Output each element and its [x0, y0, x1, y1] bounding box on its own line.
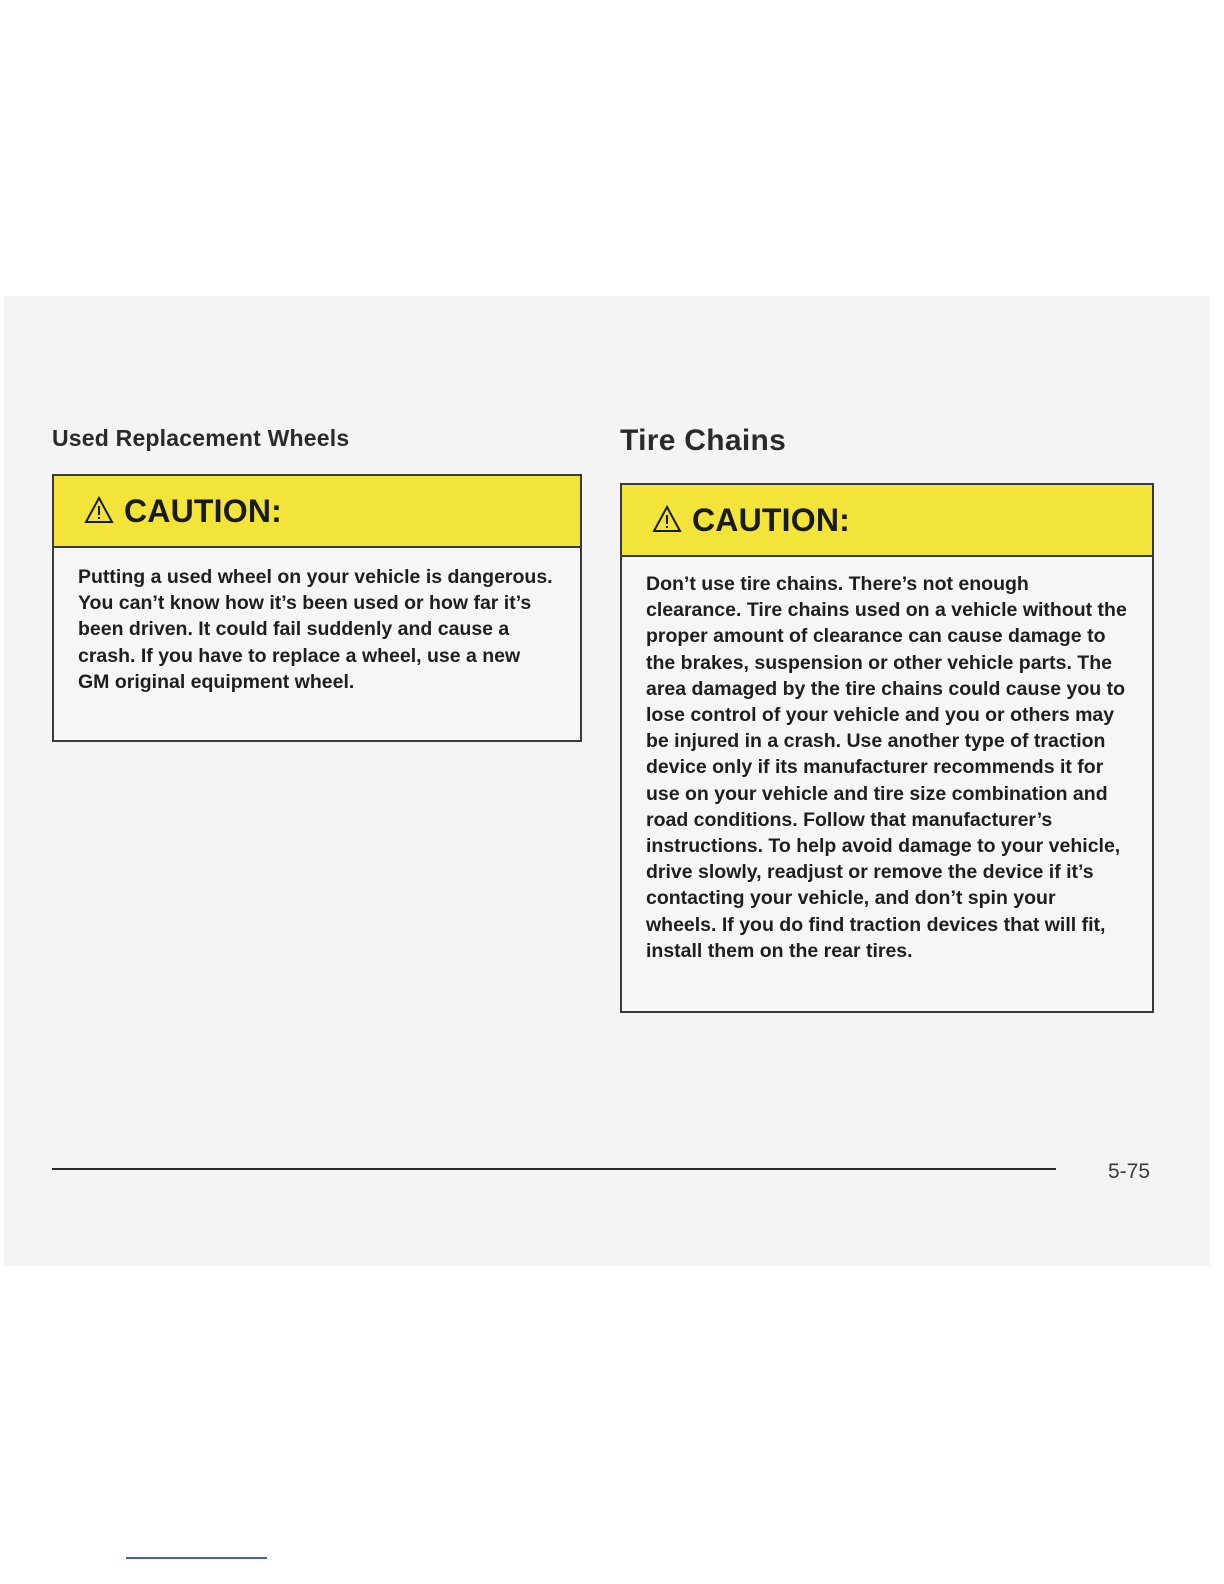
- section-heading-used-replacement-wheels: Used Replacement Wheels: [52, 425, 350, 451]
- page-number: 5-75: [1108, 1160, 1151, 1183]
- caution-box-tire-chains: [620, 483, 1154, 1013]
- caution-box-used-wheels: [52, 474, 582, 742]
- tire-chains-section: [620, 422, 1154, 962]
- footer-divider: [52, 1168, 1056, 1170]
- caution-label: CAUTION:: [692, 501, 851, 538]
- warning-triangle-icon: [84, 496, 114, 524]
- caution-header: [622, 485, 1152, 557]
- link-underline[interactable]: [126, 1557, 267, 1559]
- caution-text: Don’t use tire chains. There’s not enough clearance. Tire chains used on a vehicle without the proper amount of clearance can cause damage to the brakes, suspension or other vehicle parts. The area damaged by the tire chains could cause you to lose control of your vehicle and you or others may be injured in a crash. Use another type of traction device only if its manufacturer recommends it for use on your vehicle and tire size combination and road conditions. Follow that manufacturer’s instructions. To help avoid damage to your vehicle, drive slowly, readjust or remove the device if it’s contacting your vehicle, and don’t spin your wheels. If you do find traction devices that will fit, install them on the rear tires.: [646, 573, 1127, 962]
- caution-label: CAUTION:: [124, 492, 283, 529]
- section-heading-tire-chains: Tire Chains: [620, 424, 787, 457]
- used-replacement-wheels-section: [52, 422, 582, 693]
- caution-header: [54, 476, 580, 548]
- warning-triangle-icon: [652, 505, 682, 533]
- caution-text: Putting a used wheel on your vehicle is dangerous. You can’t know how it’s been used or how far it’s been driven. It could fail suddenly and cause a crash. If you have to replace a wheel, use a new GM original equipment wheel.: [78, 566, 553, 693]
